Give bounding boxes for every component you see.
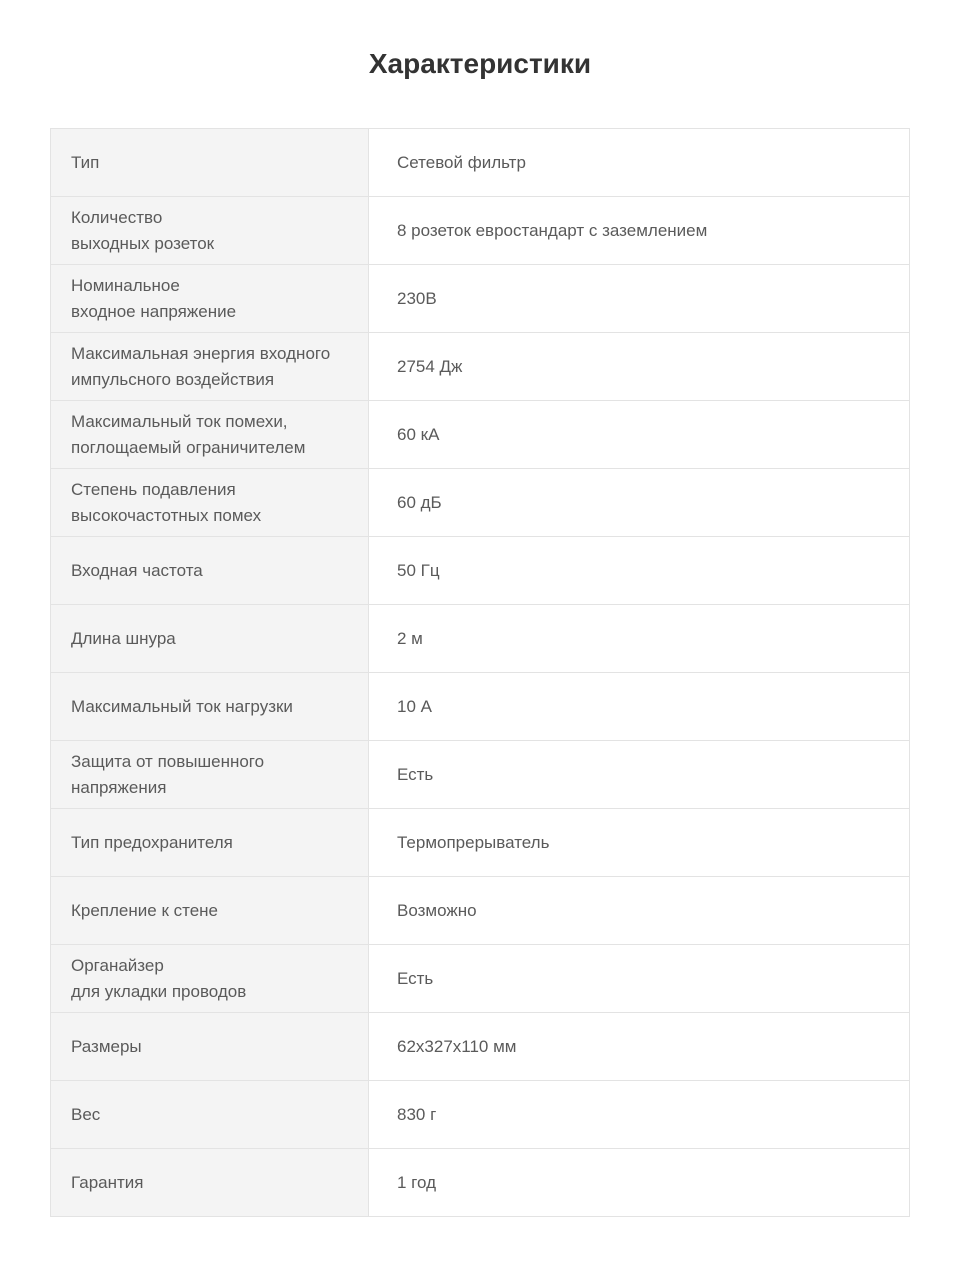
spec-name: Тип предохранителя (71, 832, 233, 852)
table-row (51, 945, 910, 1013)
spec-value-cell (369, 741, 910, 809)
spec-name: Гарантия (71, 1172, 144, 1192)
table-row (51, 197, 910, 265)
spec-value: Есть (397, 968, 434, 988)
table-row (51, 1081, 910, 1149)
spec-name-cell (51, 129, 369, 197)
spec-name-cell (51, 1149, 369, 1217)
table-row (51, 1013, 910, 1081)
spec-name-cell (51, 469, 369, 537)
spec-name-cell (51, 741, 369, 809)
spec-name-cell (51, 537, 369, 605)
spec-value-cell (369, 469, 910, 537)
spec-name: Максимальный ток помехи, поглощаемый ограничителем (71, 411, 306, 457)
spec-value: 60 дБ (397, 492, 442, 512)
table-row (51, 537, 910, 605)
table-row (51, 605, 910, 673)
spec-name-cell (51, 1081, 369, 1149)
spec-value-cell (369, 673, 910, 741)
table-row (51, 333, 910, 401)
table-row (51, 265, 910, 333)
spec-value: 10 А (397, 696, 432, 716)
spec-name: Вес (71, 1104, 101, 1124)
spec-value-cell (369, 1013, 910, 1081)
table-row (51, 877, 910, 945)
spec-value-cell (369, 809, 910, 877)
page-title: Характеристики (368, 48, 592, 79)
spec-name-cell (51, 809, 369, 877)
spec-value: 2754 Дж (397, 356, 463, 376)
spec-name: Длина шнура (71, 628, 176, 648)
spec-name: Номинальное входное напряжение (71, 275, 237, 321)
spec-name: Органайзер для укладки проводов (71, 955, 247, 1001)
spec-value-cell (369, 1149, 910, 1217)
spec-name: Тип (71, 152, 100, 172)
spec-name-cell (51, 877, 369, 945)
spec-name: Максимальный ток нагрузки (71, 696, 293, 716)
spec-value: 830 г (397, 1104, 437, 1124)
spec-name: Размеры (71, 1036, 142, 1056)
table-row (51, 673, 910, 741)
specs-table-body (51, 129, 910, 1217)
spec-value: Сетевой фильтр (397, 152, 526, 172)
spec-name: Входная частота (71, 560, 203, 580)
spec-value-cell (369, 537, 910, 605)
spec-name-cell (51, 401, 369, 469)
spec-value: 230В (397, 288, 437, 308)
spec-value: 1 год (397, 1172, 437, 1192)
spec-value-cell (369, 265, 910, 333)
spec-value: Есть (397, 764, 434, 784)
spec-value: 62х327х110 мм (397, 1036, 517, 1056)
spec-value-cell (369, 197, 910, 265)
spec-value: 8 розеток евростандарт с заземлением (397, 220, 708, 240)
spec-value: Возможно (397, 900, 477, 920)
spec-value-cell (369, 333, 910, 401)
spec-name-cell (51, 673, 369, 741)
table-row (51, 741, 910, 809)
spec-name: Максимальная энергия входного импульсного воздействия (71, 343, 331, 389)
spec-value-cell (369, 605, 910, 673)
spec-name-cell (51, 197, 369, 265)
spec-name: Степень подавления высокочастотных помех (71, 479, 262, 525)
spec-value-cell (369, 401, 910, 469)
table-row (51, 1149, 910, 1217)
spec-name: Крепление к стене (71, 900, 219, 920)
spec-name-cell (51, 265, 369, 333)
spec-name-cell (51, 605, 369, 673)
table-row (51, 469, 910, 537)
spec-value-cell (369, 945, 910, 1013)
spec-value: 2 м (397, 628, 423, 648)
table-row (51, 129, 910, 197)
spec-name-cell (51, 333, 369, 401)
spec-value-cell (369, 877, 910, 945)
spec-name: Количество выходных розеток (71, 207, 215, 253)
spec-value: Термопрерыватель (397, 832, 550, 852)
table-row (51, 401, 910, 469)
specs-table (50, 128, 910, 1217)
spec-value-cell (369, 1081, 910, 1149)
table-row (51, 809, 910, 877)
spec-value: 60 кА (397, 424, 440, 444)
spec-value-cell (369, 129, 910, 197)
spec-value: 50 Гц (397, 560, 440, 580)
spec-name: Защита от повышенного напряжения (71, 751, 265, 797)
spec-name-cell (51, 945, 369, 1013)
spec-name-cell (51, 1013, 369, 1081)
